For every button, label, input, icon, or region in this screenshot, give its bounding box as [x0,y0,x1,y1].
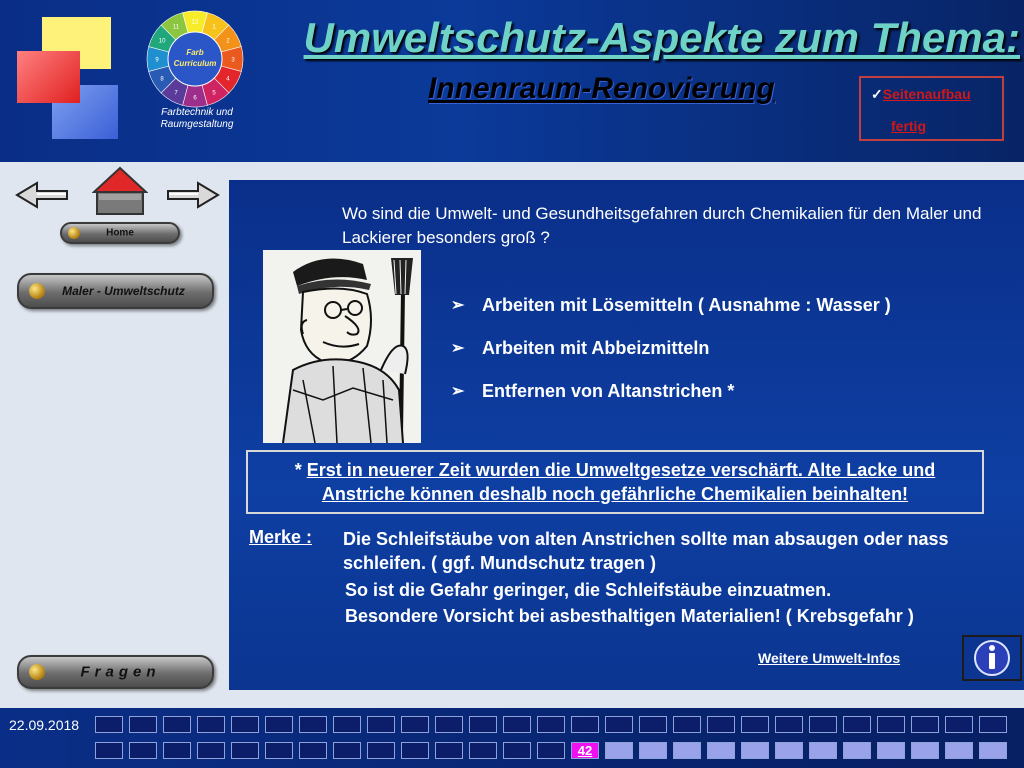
header-banner [0,0,1024,162]
color-wheel-number: 8 [160,76,164,83]
page-nav-box[interactable] [673,742,701,759]
page-nav-box[interactable] [741,742,769,759]
page-nav-box[interactable] [979,716,1007,733]
page-nav-box[interactable] [979,742,1007,759]
page-nav-box[interactable] [231,742,259,759]
merke-extra-line1: So ist die Gefahr geringer, die Schleifstäube einzuatmen. [345,580,832,600]
color-wheel-number: 2 [226,38,230,45]
footnote-box [246,450,984,514]
status-line-1[interactable] [871,86,971,103]
color-wheel-number: 3 [231,57,235,64]
page-nav-box[interactable] [265,742,293,759]
question-text: Wo sind die Umwelt- und Gesundheitsgefahren durch Chemikalien für den Maler und Lackierer besonders groß ? [342,204,982,247]
info-icon [964,637,1020,679]
page-nav-box[interactable] [333,716,361,733]
logo-text-farb: Farb [186,48,204,57]
merke-text: Die Schleifstäube von alten Anstrichen sollte man absaugen oder nass schleifen. ( ggf. Mundschutz tragen ) [343,529,949,573]
home-button[interactable] [60,222,180,244]
arrow-bullet-icon: ➢ [451,340,465,357]
page-nav-box[interactable] [707,716,735,733]
footer-date: 22.09.2018 [9,717,80,733]
logo-caption [150,107,244,131]
page-nav-box[interactable] [809,716,837,733]
page-nav-box[interactable] [401,742,429,759]
bullet-text: Entfernen von Altanstrichen * [482,381,735,401]
page-nav-box[interactable] [503,716,531,733]
color-wheel-logo [145,9,245,109]
fragen-button[interactable] [17,655,214,689]
page-nav-box[interactable] [469,742,497,759]
page-nav-box[interactable] [673,716,701,733]
page-nav-box[interactable] [945,716,973,733]
page-nav-box[interactable] [129,716,157,733]
color-wheel-number: 7 [174,90,178,97]
page-nav-box[interactable] [163,742,191,759]
page-nav-box[interactable] [231,716,259,733]
color-wheel-number: 12 [191,19,199,26]
merke-extra [345,577,914,629]
page-nav-box[interactable] [435,716,463,733]
logo-caption-line1: Farbtechnik und [161,107,233,118]
page-nav-box[interactable] [367,742,395,759]
fragen-button-label: Fragen [80,663,161,681]
page-nav-box[interactable] [503,742,531,759]
page-subtitle: Innenraum-Renovierung [428,72,775,105]
page-nav-box[interactable] [333,742,361,759]
page-nav-box[interactable] [809,742,837,759]
merke-label: Merke : [249,527,313,547]
arrow-left-icon[interactable] [15,180,69,210]
merke-extra-line2: Besondere Vorsicht bei asbesthaltigen Materialien! ( Krebsgefahr ) [345,606,914,626]
color-wheel-number: 5 [212,90,216,97]
page-nav-box[interactable] [741,716,769,733]
page-nav-box[interactable] [265,716,293,733]
page-nav-box[interactable] [843,716,871,733]
footnote-star: * [294,460,307,480]
page-nav-box[interactable] [95,742,123,759]
color-wheel-number: 9 [155,57,159,64]
maler-umweltschutz-button[interactable] [17,273,214,309]
page-nav-box[interactable] [639,716,667,733]
bullet-text: Arbeiten mit Lösemitteln ( Ausnahme : Wasser ) [482,295,891,315]
page-nav-box[interactable] [775,716,803,733]
house-icon[interactable] [92,166,148,216]
page-nav-box[interactable] [163,716,191,733]
page-nav-box[interactable] [367,716,395,733]
arrow-bullet-icon: ➢ [451,383,465,400]
page-nav-box[interactable] [197,742,225,759]
color-wheel-number: 10 [158,38,166,45]
page-title: Umweltschutz-Aspekte zum Thema: [303,14,1020,61]
page-nav-box[interactable] [877,742,905,759]
page-nav-box[interactable] [469,716,497,733]
maler-umweltschutz-label: Maler - Umweltschutz [62,284,185,298]
color-wheel-number: 4 [226,76,230,83]
page-nav-box[interactable] [571,716,599,733]
decor-red-square [17,51,80,103]
page-nav-box[interactable] [299,742,327,759]
color-wheel-number: 6 [193,95,197,102]
page-nav-box[interactable] [401,716,429,733]
footer-bar [0,708,1024,768]
page-nav-box[interactable] [707,742,735,759]
page-nav-box[interactable] [639,742,667,759]
painter-illustration [263,250,421,443]
content-panel [229,180,1024,690]
logo-text-curriculum: Curriculum [173,59,217,68]
checkmark-icon: ✓ [871,86,883,102]
arrow-right-icon[interactable] [166,180,220,210]
page-nav-box[interactable] [843,742,871,759]
footnote-text: Erst in neuerer Zeit wurden die Umweltgesetze verschärft. Alte Lacke und Anstriche können deshalb noch gefährliche Chemikalien beinhalten! [306,460,936,504]
status-seitenaufbau-link[interactable]: Seitenaufbau [882,86,971,102]
info-button[interactable] [962,635,1022,681]
status-fertig-link[interactable]: fertig [891,118,926,134]
page-nav-box[interactable] [197,716,225,733]
color-wheel-number: 11 [172,24,180,31]
page-nav-box[interactable] [911,742,939,759]
page-nav-box[interactable] [299,716,327,733]
home-button-label: Home [106,227,134,239]
page-nav-box[interactable] [911,716,939,733]
page-nav-box[interactable] [605,742,633,759]
logo-caption-line2: Raumgestaltung [160,119,234,130]
color-wheel-number: 1 [212,24,216,31]
page-nav-box[interactable] [877,716,905,733]
page-nav-box[interactable] [537,742,565,759]
more-info-link[interactable]: Weitere Umwelt-Infos [758,650,901,666]
page-nav-box[interactable] [945,742,973,759]
bullet-text: Arbeiten mit Abbeizmitteln [482,338,710,358]
arrow-bullet-icon: ➢ [451,297,465,314]
status-box [859,76,1004,141]
page-nav-box[interactable] [95,716,123,733]
page-nav-box[interactable] [129,742,157,759]
page-nav-box[interactable] [605,716,633,733]
current-page-box[interactable]: 42 [571,742,599,759]
page-nav-box[interactable] [537,716,565,733]
page-nav-box[interactable] [775,742,803,759]
page-nav-box[interactable] [435,742,463,759]
